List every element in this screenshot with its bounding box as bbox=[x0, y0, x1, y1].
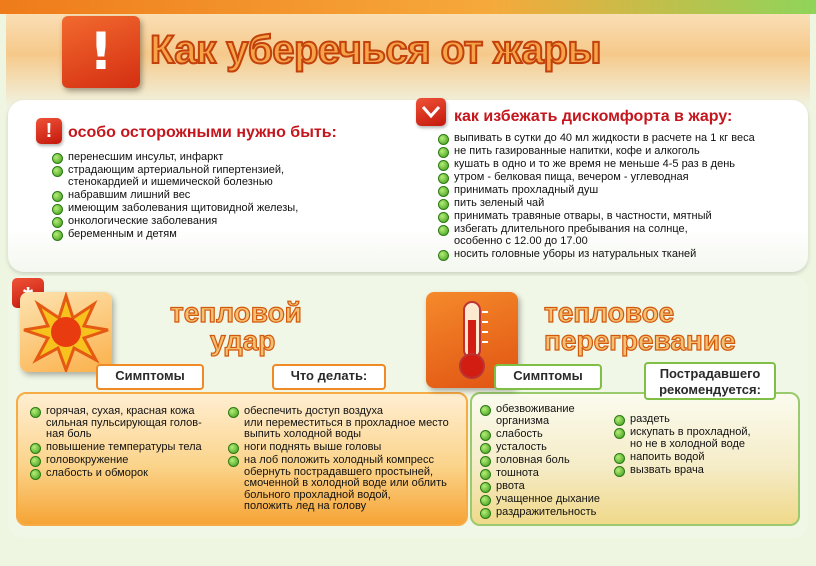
sun-icon bbox=[20, 292, 112, 372]
top-stripe bbox=[0, 0, 816, 14]
list-item: носить головные уборы из натуральных тканей bbox=[438, 249, 798, 261]
list-item: усталость bbox=[480, 442, 620, 454]
list-item: утром - белковая пища, вечером - углеводная bbox=[438, 172, 798, 184]
overheating-recommend-label: Пострадавшего рекомендуется: bbox=[644, 362, 776, 400]
list-item: обеспечить доступ воздуха или переместиться в прохладное место выпить холодной воды bbox=[228, 406, 464, 441]
list-item: искупать в прохладной, но не в холодной воде bbox=[614, 427, 794, 450]
list-item: учащенное дыхание bbox=[480, 494, 620, 506]
list-item: беременным и детям bbox=[52, 229, 382, 241]
avoid-discomfort-heading: как избежать дискомфорта в жару: bbox=[454, 108, 733, 125]
list-item: онкологические заболевания bbox=[52, 216, 382, 228]
list-item: не пить газированные напитки, кофе и алкоголь bbox=[438, 146, 798, 158]
heat-stroke-actions-list bbox=[228, 406, 464, 514]
overheating-title-2: перегревание bbox=[544, 325, 736, 356]
list-item: рвота bbox=[480, 481, 620, 493]
list-item: на лоб положить холодный компресс обернуть пострадавшего простыней, смоченной в холодной воде или облить больного прохладной водой, положить лед на голову bbox=[228, 455, 464, 513]
checkmark-icon bbox=[416, 98, 446, 126]
list-item: набравшим лишний вес bbox=[52, 190, 382, 202]
list-item: вызвать врача bbox=[614, 465, 794, 477]
list-item: выпивать в сутки до 40 мл жидкости в расчете на 1 кг веса bbox=[438, 133, 798, 145]
list-item: ноги поднять выше головы bbox=[228, 442, 464, 454]
list-item: головная боль bbox=[480, 455, 620, 467]
risk-group-heading: особо осторожными нужно быть: bbox=[68, 124, 337, 141]
overheating-title-1: тепловое bbox=[544, 297, 675, 328]
list-item: слабость и обморок bbox=[30, 468, 230, 480]
list-item: напоить водой bbox=[614, 452, 794, 464]
list-item: страдающим артериальной гипертензией, стенокардией и ишемической болезнью bbox=[52, 165, 382, 188]
risk-group-list bbox=[52, 152, 382, 242]
list-item: тошнота bbox=[480, 468, 620, 480]
heat-stroke-title-2: удар bbox=[210, 325, 276, 356]
list-item: пить зеленый чай bbox=[438, 198, 798, 210]
exclamation-icon: ! bbox=[62, 16, 140, 88]
list-item: раздражительность bbox=[480, 507, 620, 519]
list-item: избегать длительного пребывания на солнце, особенно с 12.00 до 17.00 bbox=[438, 224, 798, 247]
avoid-discomfort-list bbox=[438, 133, 798, 262]
list-item: принимать травяные отвары, в частности, мятный bbox=[438, 211, 798, 223]
heat-stroke-actions-label: Что делать: bbox=[272, 364, 386, 390]
heat-stroke-symptoms-label: Симптомы bbox=[96, 364, 204, 390]
overheating-symptoms-label: Симптомы bbox=[494, 364, 602, 390]
heat-stroke-symptoms-list bbox=[30, 406, 230, 481]
list-item: обезвоживание организма bbox=[480, 404, 620, 427]
list-item: кушать в одно и то же время не меньше 4-5 раз в день bbox=[438, 159, 798, 171]
list-item: принимать прохладный душ bbox=[438, 185, 798, 197]
warning-icon: ! bbox=[36, 118, 62, 144]
list-item: имеющим заболевания щитовидной железы, bbox=[52, 203, 382, 215]
list-item: раздеть bbox=[614, 414, 794, 426]
list-item: головокружение bbox=[30, 455, 230, 467]
overheating-recommendations-list bbox=[614, 414, 794, 478]
list-item: повышение температуры тела bbox=[30, 442, 230, 454]
overheating-symptoms-list bbox=[480, 404, 620, 520]
list-item: слабость bbox=[480, 429, 620, 441]
list-item: горячая, сухая, красная кожа сильная пульсирующая голов- ная боль bbox=[30, 406, 230, 441]
heat-stroke-title-1: тепловой bbox=[170, 297, 302, 328]
list-item: перенесшим инсульт, инфаркт bbox=[52, 152, 382, 164]
page-title: Как уберечься от жары bbox=[150, 28, 602, 72]
